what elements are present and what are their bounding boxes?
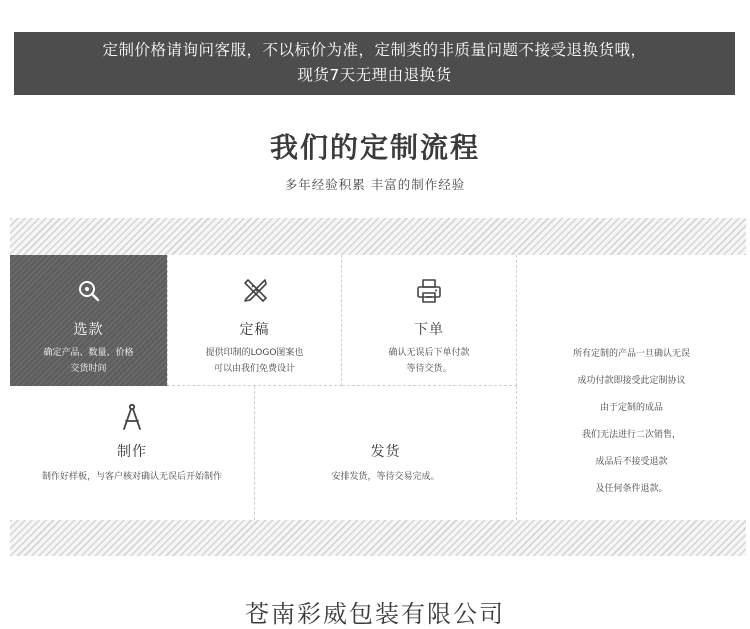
search-icon xyxy=(10,277,167,305)
step-title: 定稿 xyxy=(239,322,270,338)
policy-line: 成品后不接受退款 xyxy=(595,457,668,467)
policy-text xyxy=(517,341,746,503)
step-desc: 制作好样板，与客户核对确认无误后开始制作 xyxy=(41,472,222,482)
step-order xyxy=(342,255,517,386)
step-select xyxy=(10,255,167,386)
notice-banner xyxy=(14,32,735,95)
stripe-band-bottom xyxy=(10,520,746,556)
step-desc: 确认无误后下单付款 xyxy=(388,348,470,358)
step-desc: 确定产品、数量、价格 xyxy=(43,348,134,358)
process-title: 我们的定制流程 xyxy=(269,131,480,164)
step-ship xyxy=(255,386,517,520)
company-name: 苍南彩威包装有限公司 xyxy=(245,600,505,628)
step-desc: 安排发货，等待交易完成。 xyxy=(331,472,440,482)
step-desc: 等待交货。 xyxy=(406,364,452,374)
step-desc: 提供印制的LOGO图案也 xyxy=(205,348,304,358)
printer-icon xyxy=(342,277,516,305)
step-desc: 可以由我们免费设计 xyxy=(213,364,295,374)
policy-line: 我们无法进行二次销售， xyxy=(581,430,681,440)
notice-line-2: 现货7天无理由退换货 xyxy=(297,66,452,84)
policy-line: 成功付款即接受此定制协议 xyxy=(577,376,686,386)
process-subtitle: 多年经验积累 丰富的制作经验 xyxy=(284,177,466,192)
policy-line: 由于定制的成品 xyxy=(599,403,663,413)
policy-line: 及任何条件退款。 xyxy=(595,484,668,494)
step-produce xyxy=(10,386,255,520)
step-title: 发货 xyxy=(370,444,401,460)
policy-line: 所有定制的产品一旦确认无误 xyxy=(572,349,690,359)
step-desc: 交货时间 xyxy=(70,364,107,374)
step-title: 制作 xyxy=(117,444,147,460)
step-title: 选款 xyxy=(73,322,104,338)
compass-icon xyxy=(10,402,254,432)
notice-line-1: 定制价格请询问客服，不以标价为准，定制类的非质量问题不接受退换货哦， xyxy=(102,41,647,59)
step-finalize xyxy=(167,255,342,386)
pencil-ruler-icon xyxy=(168,275,341,305)
policy-panel xyxy=(517,255,746,520)
stripe-band-top xyxy=(10,218,746,255)
step-title: 下单 xyxy=(414,322,444,338)
process-grid xyxy=(10,255,746,520)
